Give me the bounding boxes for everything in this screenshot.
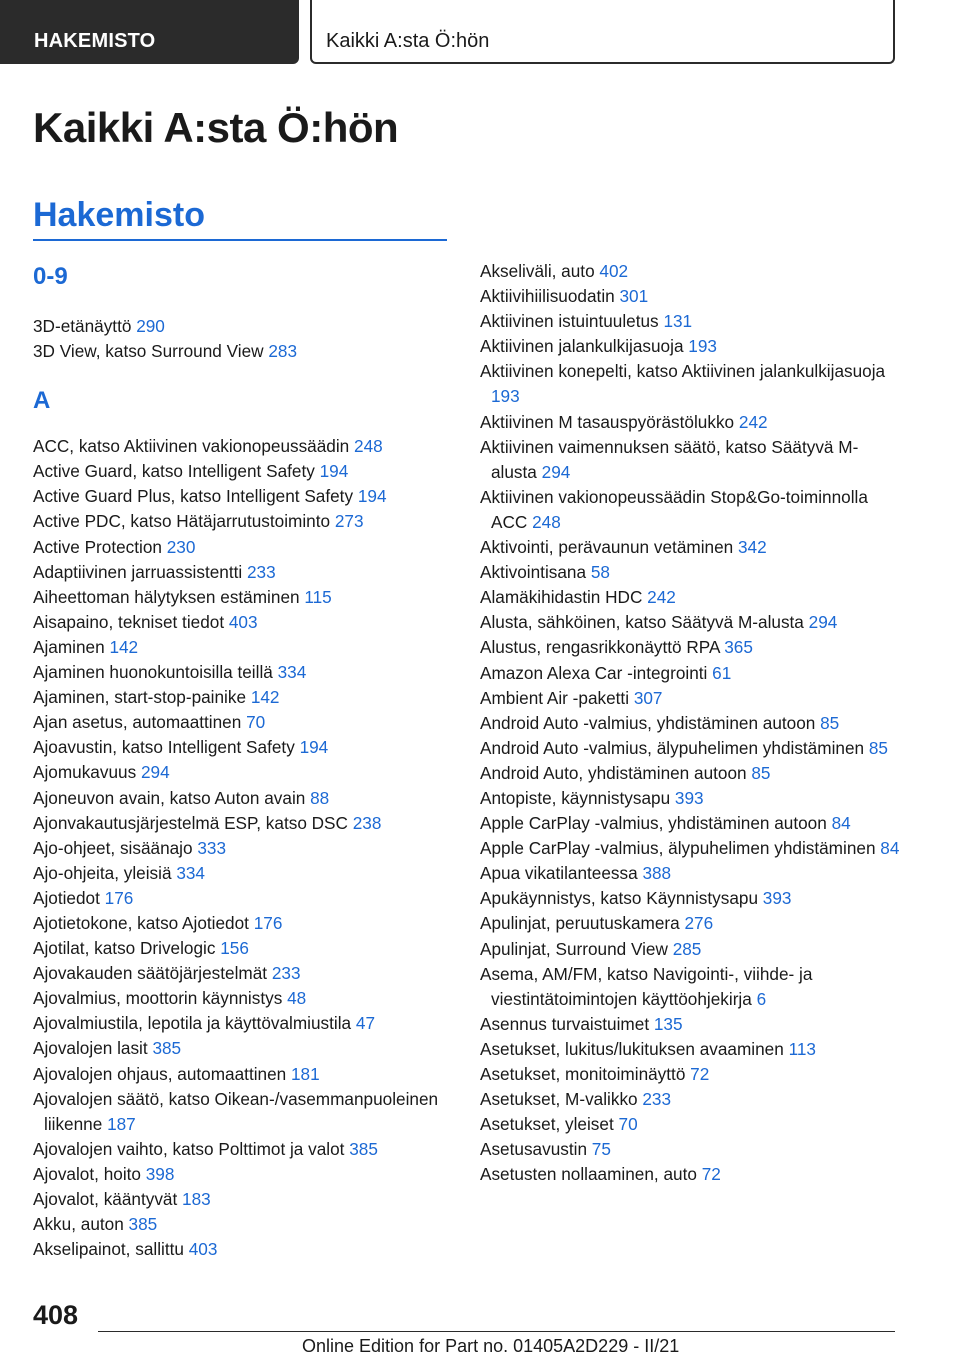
index-entry <box>480 886 900 911</box>
index-entry-page-link[interactable]: 402 <box>599 261 629 281</box>
index-entry-page-link[interactable]: 393 <box>762 888 792 909</box>
index-entry-text: Ajovalojen säätö, katso Oikean-/vasemmanpuoleinen liikenne <box>33 1088 439 1134</box>
index-entry <box>480 334 900 359</box>
index-entry <box>480 711 900 736</box>
page-tab[interactable] <box>310 0 895 64</box>
index-entry <box>33 434 443 459</box>
index-list-a <box>33 434 443 1262</box>
index-entry-page-link[interactable]: 75 <box>591 1139 611 1160</box>
index-entry-text: Apulinjat, Surround View <box>480 938 673 959</box>
index-entry-text: Ajotiedot <box>33 887 105 908</box>
index-entry-page-link[interactable]: 6 <box>756 988 767 1009</box>
index-entry-text: Akselipainot, sallittu <box>33 1239 189 1260</box>
index-entry-page-link[interactable]: 47 <box>355 1013 376 1034</box>
index-entry-text: Asema, AM/FM, katso Navigointi-, viihde- ja viestintätoimintojen käyttöohjekirja <box>480 963 813 1009</box>
index-entry-text: Ajovalot, hoito <box>33 1163 146 1184</box>
index-entry-text: Apua vikatilanteessa <box>480 863 643 884</box>
index-entry-text: Ajaminen huonokuntoisilla teillä <box>33 662 278 683</box>
index-entry <box>33 811 443 836</box>
index-entry <box>33 509 443 534</box>
index-entry <box>33 760 443 785</box>
index-entry-page-link[interactable]: 242 <box>647 587 676 608</box>
index-entry <box>33 610 443 635</box>
index-entry <box>480 861 900 886</box>
index-entry <box>33 560 443 585</box>
index-entry-page-link[interactable]: 194 <box>319 461 349 482</box>
index-entry <box>480 1112 900 1137</box>
index-entry <box>33 1062 443 1087</box>
index-entry-page-link[interactable]: 233 <box>271 963 301 984</box>
index-entry <box>33 314 443 339</box>
index-entry <box>480 1062 900 1087</box>
index-entry-text: Asetusavustin <box>480 1139 592 1160</box>
index-entry-page-link[interactable]: 142 <box>250 687 280 708</box>
index-entry <box>33 986 443 1011</box>
index-entry-page-link[interactable]: 176 <box>104 887 134 908</box>
index-entry-page-link[interactable]: 193 <box>491 386 520 407</box>
index-entry-text: 3D View, katso Surround View <box>33 341 269 362</box>
index-entry-text: 3D-etänäyttö <box>33 316 137 336</box>
index-entry <box>480 937 900 962</box>
index-entry-page-link[interactable]: 294 <box>541 461 571 482</box>
index-list-a-continued <box>480 259 900 1187</box>
index-entry-text: Android Auto, yhdistäminen autoon <box>480 762 752 783</box>
index-entry-page-link[interactable]: 276 <box>684 913 714 934</box>
index-entry-text: Asetukset, yleiset <box>480 1114 619 1135</box>
index-entry <box>480 1037 900 1062</box>
index-entry <box>33 1036 443 1061</box>
index-entry <box>480 1087 900 1112</box>
index-entry-text: Asennus turvaistuimet <box>480 1013 654 1034</box>
index-entry-text: Aktiivinen konepelti, katso Aktiivinen jalankulkijasuoja <box>480 361 886 382</box>
index-entry-page-link[interactable]: 248 <box>354 436 383 457</box>
index-entry-text: Active PDC, katso Hätäjarrutustoiminto <box>33 511 335 532</box>
index-entry-text: Active Guard Plus, katso Intelligent Safety <box>33 486 358 507</box>
index-entry-text: Asetukset, M-valikko <box>480 1089 643 1110</box>
index-entry-text: Apple CarPlay -valmius, yhdistäminen autoon <box>480 813 832 834</box>
index-entry <box>33 1087 443 1137</box>
index-letter-a: A <box>33 387 51 415</box>
index-entry-text: Ajo-ohjeita, yleisiä <box>33 862 177 883</box>
section-heading: Hakemisto <box>33 196 205 234</box>
index-entry-page-link[interactable]: 113 <box>788 1038 816 1059</box>
index-entry <box>33 1162 443 1187</box>
index-entry-text: Ajotilat, katso Drivelogic <box>33 938 221 959</box>
index-entry-text: Asetusten nollaaminen, auto <box>480 1164 702 1185</box>
index-entry-page-link[interactable]: 398 <box>145 1163 175 1184</box>
index-entry-page-link[interactable]: 301 <box>619 286 649 307</box>
index-entry <box>33 484 443 509</box>
index-entry-page-link[interactable]: 187 <box>107 1113 136 1134</box>
footer-divider <box>98 1331 895 1332</box>
index-entry-text: Adaptiivinen jarruassistentti <box>33 561 247 582</box>
index-entry-page-link[interactable]: 334 <box>277 662 307 683</box>
index-entry-text: Apple CarPlay -valmius, älypuhelimen yhdistäminen <box>480 838 881 859</box>
index-entry <box>33 861 443 886</box>
index-entry-text: Aktiivihiilisuodatin <box>480 286 620 307</box>
index-entry-text: ACC, katso Aktiivinen vakionopeussäädin <box>33 436 355 457</box>
index-entry-text: Ajovalot, kääntyvät <box>33 1189 183 1209</box>
index-entry-text: Aisapaino, tekniset tiedot <box>33 611 229 632</box>
index-entry-text: Active Guard, katso Intelligent Safety <box>33 461 320 482</box>
page-title: Kaikki A:sta Ö:hön <box>33 104 399 151</box>
index-entry-page-link[interactable]: 88 <box>310 787 330 808</box>
index-entry-text: Antopiste, käynnistysapu <box>480 787 675 808</box>
page-number: 408 <box>33 1300 79 1330</box>
index-entry-page-link[interactable]: 385 <box>128 1214 158 1235</box>
index-column-right <box>480 259 900 1187</box>
index-entry <box>480 635 900 660</box>
index-entry-text: Aiheettoman hälytyksen estäminen <box>33 586 305 607</box>
index-entry-page-link[interactable]: 85 <box>820 712 840 733</box>
index-entry <box>480 736 900 761</box>
index-entry-text: Ajovalmiustila, lepotila ja käyttövalmiustila <box>33 1013 356 1034</box>
index-entry <box>33 1187 443 1212</box>
index-entry-page-link[interactable]: 85 <box>751 762 771 783</box>
index-entry-page-link[interactable]: 84 <box>831 813 851 834</box>
index-entry-page-link[interactable]: 194 <box>357 486 387 507</box>
index-entry-page-link[interactable]: 385 <box>152 1038 182 1059</box>
index-entry-page-link[interactable]: 385 <box>349 1138 378 1159</box>
index-entry <box>480 761 900 786</box>
index-entry <box>33 635 443 660</box>
index-entry-text: Apukäynnistys, katso Käynnistysapu <box>480 888 763 909</box>
index-entry-text: Aktivointisana <box>480 562 591 583</box>
index-entry-text: Apulinjat, peruutuskamera <box>480 913 685 934</box>
index-entry <box>33 836 443 861</box>
index-entry-page-link[interactable]: 48 <box>287 988 307 1009</box>
index-entry-page-link[interactable]: 84 <box>880 838 900 859</box>
index-entry-text: Ajaminen, start-stop-painike <box>33 687 251 708</box>
index-entry-page-link[interactable]: 61 <box>712 662 732 683</box>
index-entry-text: Ajovalojen ohjaus, automaattinen <box>33 1063 291 1084</box>
index-entry-page-link[interactable]: 403 <box>228 611 258 632</box>
index-entry-text: Ajovalojen lasit <box>33 1038 153 1059</box>
index-entry-text: Aktiivinen M tasauspyörästölukko <box>480 411 739 432</box>
index-entry-text: Ambient Air -paketti <box>480 687 634 708</box>
index-entry-page-link[interactable]: 403 <box>188 1239 218 1260</box>
section-divider <box>33 239 447 241</box>
index-entry <box>480 435 900 485</box>
index-entry-text: Alusta, sähköinen, katso Säätyvä M-alusta <box>480 612 809 633</box>
index-entry-page-link[interactable]: 242 <box>738 411 768 432</box>
index-entry <box>480 485 900 535</box>
index-entry <box>480 811 900 836</box>
index-entry-page-link[interactable]: 70 <box>618 1114 638 1135</box>
index-entry-page-link[interactable]: 307 <box>633 687 663 708</box>
index-entry-text: Aktiivinen vakionopeussäädin Stop&Go-toiminnolla ACC <box>480 486 868 532</box>
index-entry-page-link[interactable]: 156 <box>220 938 249 959</box>
index-entry-text: Ajotietokone, katso Ajotiedot <box>33 912 254 933</box>
index-entry-page-link[interactable]: 334 <box>176 862 205 883</box>
index-entry-text: Ajovakauden säätöjärjestelmät <box>33 963 272 984</box>
index-entry-page-link[interactable]: 294 <box>140 762 170 783</box>
index-entry <box>480 359 900 409</box>
index-entry-page-link[interactable]: 72 <box>690 1064 710 1084</box>
index-entry-page-link[interactable]: 273 <box>334 511 364 532</box>
index-entry <box>33 339 443 364</box>
index-entry-text: Asetukset, lukitus/lukituksen avaaminen <box>480 1038 789 1059</box>
index-entry-text: Ajonvakautusjärjestelmä ESP, katso DSC <box>33 812 353 833</box>
index-entry-page-link[interactable]: 193 <box>688 336 717 357</box>
index-entry <box>480 610 900 635</box>
index-entry-text: Ajomukavuus <box>33 762 141 783</box>
index-entry <box>480 309 900 334</box>
index-entry-text: Akseliväli, auto <box>480 261 600 281</box>
index-entry <box>480 1137 900 1162</box>
index-entry <box>480 1162 900 1187</box>
index-entry-page-link[interactable]: 181 <box>291 1063 320 1084</box>
index-entry <box>33 1011 443 1036</box>
index-entry <box>33 936 443 961</box>
section-tab-label: HAKEMISTO <box>34 30 156 52</box>
index-entry-text: Aktiivinen istuintuuletus <box>480 311 664 332</box>
index-entry-text: Aktivointi, perävaunun vetäminen <box>480 537 738 558</box>
index-entry-text: Ajan asetus, automaattinen <box>33 712 247 733</box>
index-entry <box>480 911 900 936</box>
index-entry <box>33 1237 443 1262</box>
index-entry <box>480 535 900 560</box>
index-entry-page-link[interactable]: 393 <box>674 787 704 808</box>
index-entry-page-link[interactable]: 290 <box>136 316 165 336</box>
index-entry <box>33 911 443 936</box>
index-list-0-9 <box>33 314 443 364</box>
index-entry-page-link[interactable]: 194 <box>299 737 329 758</box>
index-entry <box>480 661 900 686</box>
index-entry-text: Aktiivinen jalankulkijasuoja <box>480 336 689 357</box>
index-entry-text: Ajovalmius, moottorin käynnistys <box>33 988 288 1009</box>
index-entry-text: Amazon Alexa Car -integrointi <box>480 662 713 683</box>
index-entry-page-link[interactable]: 85 <box>868 737 888 758</box>
index-entry <box>33 535 443 560</box>
index-entry <box>33 459 443 484</box>
index-entry <box>480 836 900 861</box>
index-entry-page-link[interactable]: 131 <box>663 311 693 332</box>
index-entry-page-link[interactable]: 72 <box>701 1164 721 1185</box>
index-entry-text: Asetukset, monitoiminäyttö <box>480 1064 691 1084</box>
index-letter-0-9: 0-9 <box>33 263 68 290</box>
index-entry-text: Alamäkihidastin HDC <box>480 587 648 608</box>
index-entry <box>33 660 443 685</box>
index-entry <box>33 1137 443 1162</box>
index-entry-text: Ajo-ohjeet, sisäänajo <box>33 837 198 858</box>
index-entry <box>33 961 443 986</box>
index-entry-text: Active Protection <box>33 536 167 557</box>
index-entry-page-link[interactable]: 135 <box>653 1013 683 1034</box>
index-entry-page-link[interactable]: 248 <box>532 511 561 532</box>
index-entry-page-link[interactable]: 115 <box>304 586 332 607</box>
index-entry-text: Ajoavustin, katso Intelligent Safety <box>33 737 300 758</box>
index-entry <box>480 686 900 711</box>
index-entry-page-link[interactable]: 333 <box>197 837 227 858</box>
index-entry-text: Ajaminen <box>33 636 110 657</box>
index-entry-page-link[interactable]: 58 <box>590 562 610 583</box>
index-entry-text: Akku, auton <box>33 1214 129 1235</box>
index-entry-text: Ajovalojen vaihto, katso Polttimot ja valot <box>33 1138 350 1159</box>
index-entry-page-link[interactable]: 70 <box>246 712 266 733</box>
index-entry <box>480 410 900 435</box>
index-entry-page-link[interactable]: 233 <box>247 561 276 582</box>
index-entry <box>480 560 900 585</box>
index-entry-page-link[interactable]: 294 <box>808 612 838 633</box>
index-entry-page-link[interactable]: 342 <box>737 537 767 558</box>
index-entry-page-link[interactable]: 230 <box>166 536 196 557</box>
index-entry <box>33 886 443 911</box>
page-tab-label: Kaikki A:sta Ö:hön <box>326 30 490 52</box>
section-tab-hakemisto[interactable] <box>0 0 299 64</box>
index-entry-page-link[interactable]: 238 <box>352 812 382 833</box>
index-entry-page-link[interactable]: 365 <box>724 637 753 658</box>
index-entry-page-link[interactable]: 176 <box>253 912 283 933</box>
footer-edition-note: Online Edition for Part no. 01405A2D229 - II/21 <box>302 1336 680 1356</box>
index-entry <box>480 284 900 309</box>
index-entry-page-link[interactable]: 183 <box>182 1189 211 1209</box>
index-entry-page-link[interactable]: 142 <box>109 636 139 657</box>
index-entry-page-link[interactable]: 283 <box>268 341 298 362</box>
index-entry-text: Android Auto -valmius, yhdistäminen autoon <box>480 712 821 733</box>
index-entry <box>33 685 443 710</box>
index-entry-page-link[interactable]: 233 <box>642 1089 672 1110</box>
index-entry <box>33 735 443 760</box>
index-entry-page-link[interactable]: 285 <box>672 938 702 959</box>
index-entry <box>33 1212 443 1237</box>
index-entry-text: Android Auto -valmius, älypuhelimen yhdistäminen <box>480 737 869 758</box>
index-entry <box>480 259 900 284</box>
index-entry-text: Aktiivinen vaimennuksen säätö, katso Säätyvä M-alusta <box>480 436 859 482</box>
index-entry <box>480 585 900 610</box>
index-entry <box>33 710 443 735</box>
index-entry-text: Alustus, rengasrikkonäyttö RPA <box>480 637 725 658</box>
index-entry <box>480 1012 900 1037</box>
index-entry-text: Ajoneuvon avain, katso Auton avain <box>33 787 311 808</box>
index-column-left <box>33 258 443 1262</box>
index-entry <box>480 962 900 1012</box>
index-entry-page-link[interactable]: 388 <box>642 863 672 884</box>
index-entry <box>33 585 443 610</box>
index-entry <box>480 786 900 811</box>
index-entry <box>33 786 443 811</box>
